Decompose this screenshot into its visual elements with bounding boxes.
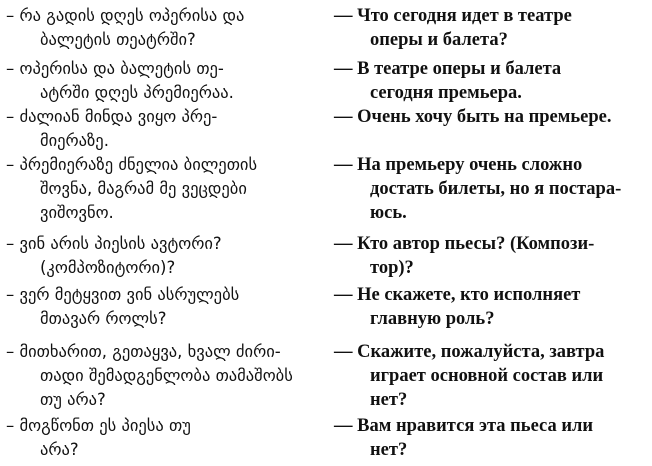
text-line: ატრში დღეს პრემიერაა.: [40, 83, 234, 102]
georgian-phrase: [6, 4, 312, 52]
russian-phrase: [334, 105, 646, 129]
text-line: – ვერ მეტყვით ვინ ასრულებს: [6, 285, 240, 304]
georgian-phrase: [6, 57, 312, 105]
text-line: — Не скажете, кто исполняет: [334, 285, 581, 305]
text-line: არა?: [40, 440, 79, 459]
russian-phrase: [334, 232, 646, 280]
russian-phrase: [334, 57, 646, 105]
text-line: играет основной состав или: [370, 366, 604, 386]
text-line: – პრემიერაზე ძნელია ბილეთის: [6, 155, 258, 174]
text-line: — Кто автор пьесы? (Компози-: [334, 234, 595, 254]
text-line: ვიშოვნო.: [40, 203, 114, 222]
text-line: оперы и балета?: [370, 30, 508, 50]
text-line: ბალეტის თეატრში?: [40, 30, 196, 49]
text-line: тор)?: [370, 258, 414, 278]
text-line: сегодня премьера.: [370, 83, 522, 103]
text-line: достать билеты, но я постара-: [370, 179, 622, 199]
text-line: – ვინ არის პიესის ავტორი?: [6, 234, 222, 253]
text-line: თადი შემადგენლობა თამაშობს: [40, 366, 293, 385]
text-line: (კომპოზიტორი)?: [40, 258, 176, 277]
text-line: — Скажите, пожалуйста, завтра: [334, 342, 605, 362]
russian-phrase: [334, 414, 646, 462]
russian-phrase: [334, 153, 646, 225]
text-line: главную роль?: [370, 309, 495, 329]
text-line: нет?: [370, 390, 408, 410]
georgian-phrase: [6, 153, 312, 225]
text-line: – ოპერისა და ბალეტის თე-: [6, 59, 224, 78]
text-line: თუ არა?: [40, 390, 106, 409]
text-line: – მითხარით, გეთაყვა, ხვალ ძირი-: [6, 342, 281, 361]
georgian-phrase: [6, 414, 312, 462]
text-line: — В театре оперы и балета: [334, 59, 562, 79]
text-line: — На премьеру очень сложно: [334, 155, 583, 175]
text-line: – მოგწონთ ეს პიესა თუ: [6, 416, 191, 435]
georgian-phrase: [6, 283, 312, 331]
russian-phrase: [334, 340, 646, 412]
text-line: მთავარ როლს?: [40, 309, 167, 328]
text-line: – ძალიან მინდა ვიყო პრე-: [6, 107, 218, 126]
text-line: — Очень хочу быть на премьере.: [334, 107, 612, 127]
russian-phrase: [334, 4, 646, 52]
text-line: юсь.: [370, 203, 407, 223]
text-line: — Что сегодня идет в театре: [334, 6, 572, 26]
georgian-phrase: [6, 340, 312, 412]
text-line: нет?: [370, 440, 408, 460]
text-line: — Вам нравится эта пьеса или: [334, 416, 594, 436]
georgian-phrase: [6, 105, 312, 153]
georgian-phrase: [6, 232, 312, 280]
text-line: – რა გადის დღეს ოპერისა და: [6, 6, 245, 25]
russian-phrase: [334, 283, 646, 331]
text-line: მიერაზე.: [40, 131, 109, 150]
text-line: შოვნა, მაგრამ მე ვეცდები: [40, 179, 247, 198]
